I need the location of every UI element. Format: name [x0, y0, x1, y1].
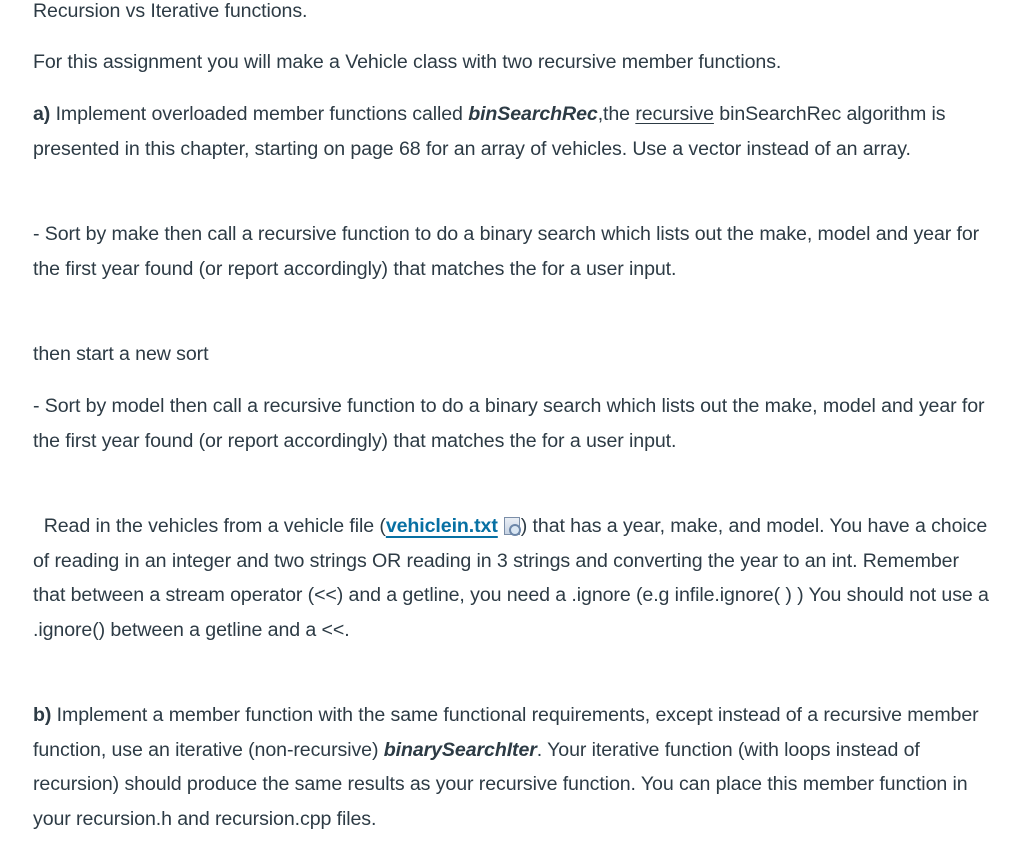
part-a-text1: Implement overloaded member functions called	[50, 103, 469, 125]
page-title: Recursion vs Iterative functions.	[33, 0, 308, 22]
sort-by-model-paragraph: - Sort by model then call a recursive function to do a binary search which lists out the make, model and year for the first year found (or report accordingly) that matches the for a user input.	[33, 395, 985, 452]
intro-paragraph: For this assignment you will make a Vehicle class with two recursive member functions.	[33, 51, 782, 73]
then-new-sort-paragraph: then start a new sort	[33, 343, 209, 365]
part-b-text1: Implement a member function with the same functional requirements, except instead of a recursive member function, use an iterative (non-recursive)	[33, 704, 979, 761]
read-in-text2: ) that has a year, make, and model. You have a choice of reading in an integer and two strings OR reading in 3 strings and converting the year to an int. Remember that between a stream operator (<<) and a getline, you need a .ignore (e.g infile.ignore( ) ) You should not use a .ignore() between a getline and a <<.	[33, 515, 989, 641]
part-b-label: b)	[33, 704, 52, 726]
part-a-label: a)	[33, 103, 51, 125]
part-a-text3: binSearchRec algorithm is presented in this chapter, starting on page 68 for an array of vehicles. Use a vector instead of an array.	[33, 103, 946, 160]
vehiclein-file-link[interactable]: vehiclein.txt	[385, 515, 498, 537]
part-b-text2: . Your iterative function (with loops instead of recursion) should produce the same results as your recursive function. You can place this member function in your recursion.h and recursion.cpp files.	[33, 738, 968, 830]
func-name-binsearchrec: binSearchRec	[468, 103, 598, 125]
file-preview-icon[interactable]	[504, 517, 520, 535]
part-b-paragraph	[33, 698, 993, 836]
read-in-paragraph	[33, 509, 993, 647]
underlined-recursive: recursive	[635, 103, 714, 125]
part-a-paragraph	[33, 97, 993, 166]
part-a-text2: ,the	[597, 103, 636, 125]
func-name-binarysearchiter: binarySearchIter	[383, 738, 537, 761]
read-in-text1: Read in the vehicles from a vehicle file (	[43, 515, 386, 537]
sort-by-make-paragraph: - Sort by make then call a recursive function to do a binary search which lists out the make, model and year for the first year found (or report accordingly) that matches the for a user input.	[33, 223, 980, 280]
